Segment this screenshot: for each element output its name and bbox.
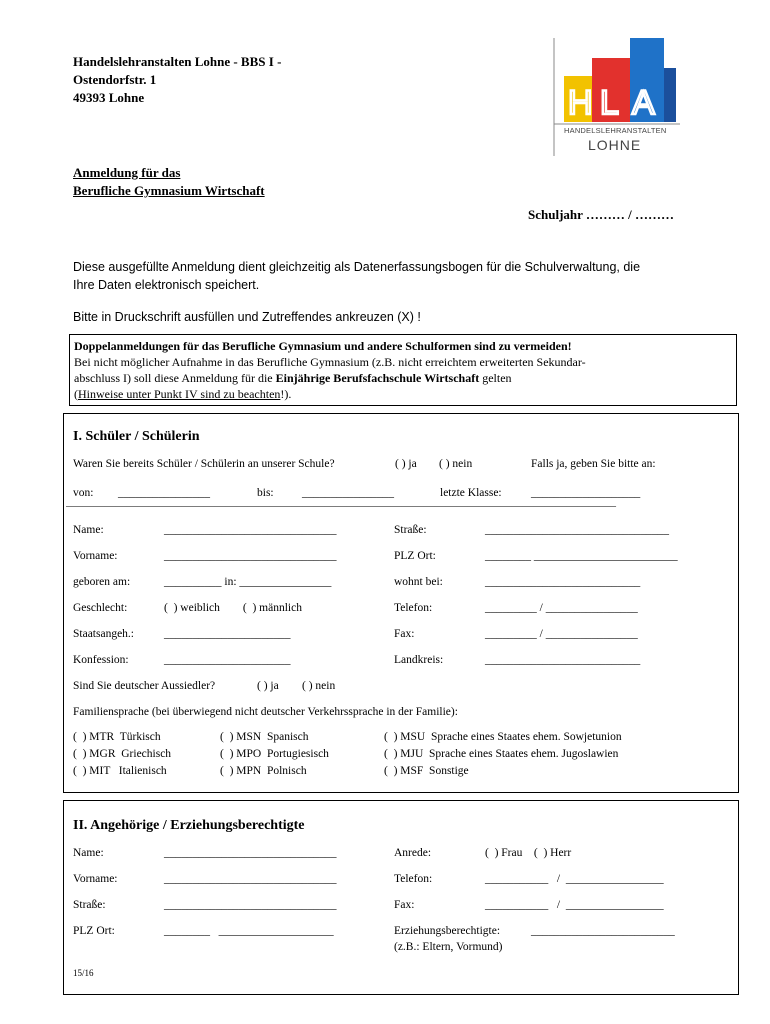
anrede-options[interactable]: ( ) Frau ( ) Herr xyxy=(485,847,572,859)
plz-ort-field[interactable]: ________ _________________________ xyxy=(485,550,678,562)
field-label: Fax: xyxy=(394,899,415,911)
field-label: Vorname: xyxy=(73,873,118,885)
field-label: Name: xyxy=(73,524,104,536)
svg-text:A: A xyxy=(632,84,655,122)
logo-line2: LOHNE xyxy=(588,137,642,153)
schuljahr: Schuljahr ……… / ……… xyxy=(528,207,675,222)
letzte-klasse-field[interactable]: ___________________ xyxy=(531,487,641,499)
field-label: Name: xyxy=(73,847,104,859)
notice-box xyxy=(69,334,737,406)
section-divider: ____________________________________________________________________________________________________ xyxy=(66,496,616,508)
form-title-line1: Anmeldung für das xyxy=(73,165,181,180)
guardian-strasse-field[interactable]: ______________________________ xyxy=(164,899,337,911)
aussiedler-question: Sind Sie deutscher Aussiedler? xyxy=(73,680,216,692)
geboren-field[interactable]: __________ in: ________________ xyxy=(164,576,332,588)
lang-msf[interactable]: ( ) MSF Sonstige xyxy=(384,765,469,777)
svg-text:L: L xyxy=(600,84,619,122)
notice-line3: abschluss I) soll diese Anmeldung für die Einjährige Berufsfachschule Wirtschaft gelten xyxy=(74,371,512,385)
guardian-plz-ort-field[interactable]: ________ ____________________ xyxy=(164,925,334,937)
wohnt-bei-field[interactable]: ___________________________ xyxy=(485,576,641,588)
field-label: Vorname: xyxy=(73,550,118,562)
konfession-field[interactable]: ______________________ xyxy=(164,654,291,666)
aussiedler-ja[interactable]: ( ) ja xyxy=(257,680,279,692)
logo-letters: H xyxy=(568,84,593,122)
school-city: 49393 Lohne xyxy=(73,90,145,105)
field-label: Fax: xyxy=(394,628,415,640)
telefon-field[interactable]: _________ / ________________ xyxy=(485,602,638,614)
lang-msu[interactable]: ( ) MSU Sprache eines Staates ehem. Sowjetunion xyxy=(384,731,622,743)
fax-field[interactable]: _________ / ________________ xyxy=(485,628,638,640)
field-label: wohnt bei: xyxy=(394,576,443,588)
notice-line4: (Hinweise unter Punkt IV sind zu beachten!). xyxy=(74,387,292,401)
name-field[interactable]: ______________________________ xyxy=(164,524,337,536)
intro-text xyxy=(73,258,640,294)
logo-line1: HANDELSLEHRANSTALTEN xyxy=(564,126,667,135)
form-title xyxy=(73,164,265,200)
lang-mit[interactable]: ( ) MIT Italienisch xyxy=(73,765,167,777)
guardian-name-field[interactable]: ______________________________ xyxy=(164,847,337,859)
lang-mpn[interactable]: ( ) MPN Polnisch xyxy=(220,765,307,777)
school-name: Handelslehranstalten Lohne - BBS I - xyxy=(73,54,282,69)
section-student-heading: I. Schüler / Schülerin xyxy=(73,429,200,444)
lang-mju[interactable]: ( ) MJU Sprache eines Staates ehem. Jugoslawien xyxy=(384,748,619,760)
bis-field[interactable]: ________________ xyxy=(302,487,394,499)
guardian-fax-field[interactable]: ___________ / _________________ xyxy=(485,899,664,911)
section-guardian-heading: II. Angehörige / Erziehungsberechtigte xyxy=(73,818,305,833)
field-label: PLZ Ort: xyxy=(73,925,115,937)
bis-label: bis: xyxy=(257,487,274,499)
field-label: Straße: xyxy=(73,899,106,911)
prev-student-question: Waren Sie bereits Schüler / Schülerin an unserer Schule? xyxy=(73,458,335,470)
intro-line2: Ihre Daten elektronisch speichert. xyxy=(73,278,260,292)
familiensprache-label: Familiensprache (bei überwiegend nicht deutscher Verkehrssprache in der Familie): xyxy=(73,706,458,718)
field-label: Konfession: xyxy=(73,654,129,666)
geschlecht-options[interactable]: ( ) weiblich ( ) männlich xyxy=(164,602,302,614)
vorname-field[interactable]: ______________________________ xyxy=(164,550,337,562)
field-label: Landkreis: xyxy=(394,654,444,666)
prev-student-nein[interactable]: ( ) nein xyxy=(439,458,473,470)
lang-msn[interactable]: ( ) MSN Spanisch xyxy=(220,731,309,743)
intro-instruction: Bitte in Druckschrift ausfüllen und Zutreffendes ankreuzen (X) ! xyxy=(73,310,421,324)
field-label: Telefon: xyxy=(394,873,433,885)
erziehungsberechtigte-field[interactable]: _________________________ xyxy=(531,925,675,937)
lang-mtr[interactable]: ( ) MTR Türkisch xyxy=(73,731,161,743)
school-street: Ostendorfstr. 1 xyxy=(73,72,157,87)
form-title-line2: Berufliche Gymnasium Wirtschaft xyxy=(73,183,265,198)
letzte-klasse-label: letzte Klasse: xyxy=(440,487,502,499)
erziehungsberechtigte-hint: (z.B.: Eltern, Vormund) xyxy=(394,941,503,953)
field-label: Geschlecht: xyxy=(73,602,128,614)
intro-line1: Diese ausgefüllte Anmeldung dient gleichzeitig als Datenerfassungsbogen für die Schulverwaltung, die xyxy=(73,260,641,274)
guardian-vorname-field[interactable]: ______________________________ xyxy=(164,873,337,885)
notice-line1: Doppelanmeldungen für das Berufliche Gymnasium und andere Schulformen sind zu vermeiden! xyxy=(74,339,572,353)
notice-line2: Bei nicht möglicher Aufnahme in das Berufliche Gymnasium (z.B. nicht erreichtem erweiterten Sekundar- xyxy=(74,355,586,369)
field-label: Staatsangeh.: xyxy=(73,628,134,640)
field-label: Erziehungsberechtigte: xyxy=(394,925,501,937)
falls-ja-label: Falls ja, geben Sie bitte an: xyxy=(531,458,656,470)
staatsangeh-field[interactable]: ______________________ xyxy=(164,628,291,640)
field-label: Anrede: xyxy=(394,847,432,859)
von-label: von: xyxy=(73,487,94,499)
landkreis-field[interactable]: ___________________________ xyxy=(485,654,641,666)
prev-student-ja[interactable]: ( ) ja xyxy=(395,458,417,470)
field-label: geboren am: xyxy=(73,576,131,588)
form-code: 15/16 xyxy=(73,968,94,978)
hla-logo xyxy=(552,38,680,156)
strasse-field[interactable]: ________________________________ xyxy=(485,524,669,536)
school-address xyxy=(73,53,281,107)
field-label: PLZ Ort: xyxy=(394,550,436,562)
lang-mpo[interactable]: ( ) MPO Portugiesisch xyxy=(220,748,329,760)
field-label: Telefon: xyxy=(394,602,433,614)
lang-mgr[interactable]: ( ) MGR Griechisch xyxy=(73,748,172,760)
field-label: Straße: xyxy=(394,524,427,536)
von-field[interactable]: ________________ xyxy=(118,487,210,499)
aussiedler-nein[interactable]: ( ) nein xyxy=(302,680,336,692)
guardian-telefon-field[interactable]: ___________ / _________________ xyxy=(485,873,664,885)
